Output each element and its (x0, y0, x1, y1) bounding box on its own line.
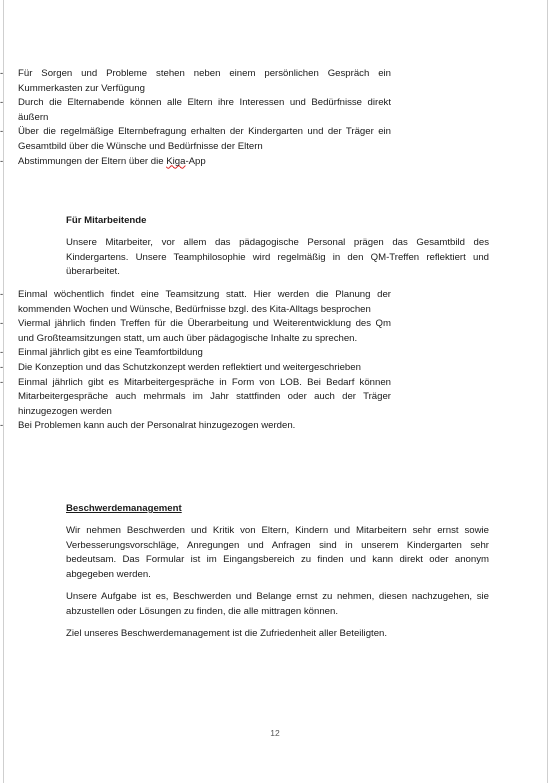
list-item-text: -App (185, 155, 206, 167)
staff-heading: Für Mitarbeitende (66, 215, 147, 226)
list-item: - Einmal jährlich gibt es eine Teamfortbildung (0, 346, 391, 361)
list-item: - Die Konzeption und das Schutzkonzept werden reflektiert und weitergeschrieben (0, 361, 391, 376)
page-number: 12 (270, 728, 280, 738)
spellcheck-word: Kiga (166, 155, 186, 167)
list-item: - Über die regelmäßige Elternbefragung erhalten der Kindergarten und der Träger ein Gesamtbild über die Wünsche und Bedürfnisse der Eltern (0, 125, 391, 154)
staff-list (0, 288, 391, 434)
parents-feedback-list (0, 67, 391, 169)
complaints-paragraph-3: Ziel unseres Beschwerdemanagement ist die Zufriedenheit aller Beteiligten. (66, 628, 388, 639)
list-item: - Für Sorgen und Probleme stehen neben einem persönlichen Gespräch ein Kummerkasten zur Verfügung (0, 67, 391, 96)
list-item: - Durch die Elternabende können alle Eltern ihre Interessen und Bedürfnisse direkt äußern (0, 96, 391, 125)
list-item: - Einmal wöchentlich findet eine Teamsitzung statt. Hier werden die Planung der kommenden Wochen und Wünsche, Bedürfnisse bzgl. des Kita-Alltags besprochen (0, 288, 391, 317)
complaints-paragraph-2: Unsere Aufgabe ist es, Beschwerden und Belange ernst zu nehmen, diesen nachzugehen, sie abzustellen oder Lösungen zu finden, die alle mittragen können. (66, 591, 489, 617)
complaints-paragraph-1: Wir nehmen Beschwerden und Kritik von Eltern, Kindern und Mitarbeitern sehr ernst sowie Verbesserungsvorschläge, Anregungen und Anfragen sind in unserem Kindergarten sehr bedeutsam. Das Formular ist im Eingangsbereich zu finden und kann direkt oder anonym abgegeben werden. (66, 525, 489, 580)
staff-intro: Unsere Mitarbeiter, vor allem das pädagogische Personal prägen das Gesamtbild des Kindergartens. Unsere Teamphilosophie wird regelmäßig in den QM-Treffen reflektiert und überarbeitet. (66, 237, 489, 278)
list-item-text: Abstimmungen der Eltern über die (18, 155, 167, 167)
list-item: - Viermal jährlich finden Treffen für die Überarbeitung und Weiterentwicklung des Qm und Großteamsitzungen statt, um auch über pädagogische Inhalte zu sprechen. (0, 317, 391, 346)
list-item (0, 155, 391, 170)
list-item: - Bei Problemen kann auch der Personalrat hinzugezogen werden. (0, 419, 391, 434)
list-item: - Einmal jährlich gibt es Mitarbeitergespräche in Form von LOB. Bei Bedarf können Mitarbeitergespräche auch mehrmals im Jahr stattfinden oder auch der Träger hinzugezogen werden (0, 376, 391, 420)
complaints-heading: Beschwerdemanagement (66, 503, 182, 514)
page-edge-right (547, 0, 548, 783)
